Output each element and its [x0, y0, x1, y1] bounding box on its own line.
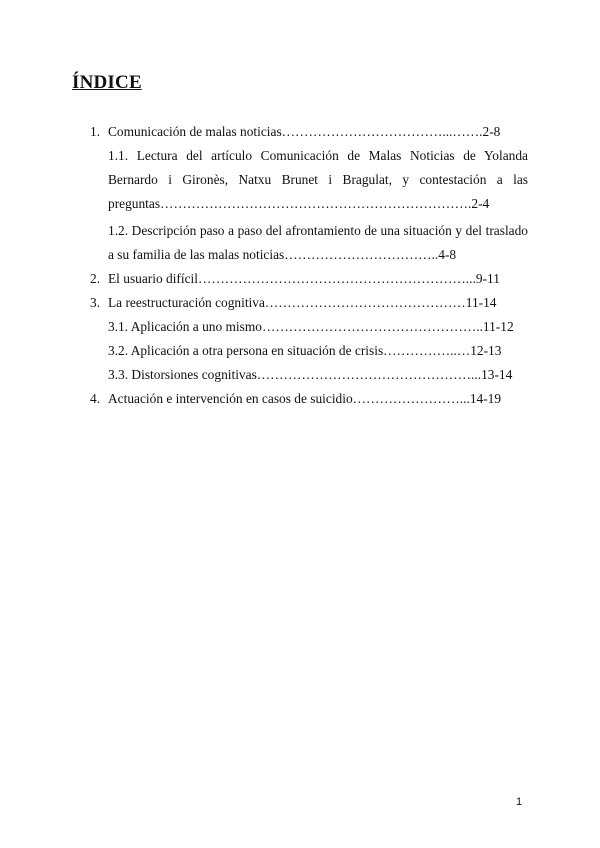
toc-item-text: 1.2. Descripción paso a paso del afrontamiento de una situación y del traslado a su familia de las malas noticias……………………………..4-8	[108, 223, 528, 262]
toc-item-number: 4.	[90, 391, 101, 406]
page-number: 1	[516, 796, 523, 808]
table-of-contents	[90, 120, 528, 411]
toc-item-2	[90, 267, 528, 291]
toc-item-number: 1.	[90, 124, 101, 139]
toc-item-3-2	[108, 339, 528, 363]
toc-item-number: 3.	[90, 295, 101, 310]
toc-item-1-1	[108, 144, 528, 216]
toc-item-text: 3.2. Aplicación a otra persona en situación de crisis……………..…12-13	[108, 343, 502, 358]
toc-item-text: 3.3. Distorsiones cognitivas…………………………………………...13-14	[108, 367, 513, 382]
toc-item-number: 2.	[90, 271, 101, 286]
toc-item-4	[90, 387, 528, 411]
toc-item-3	[90, 291, 528, 315]
toc-item-text: La reestructuración cognitiva………………………………………11-14	[108, 295, 497, 310]
toc-item-text: El usuario difícil……………………………………………………...9-11	[108, 271, 500, 286]
toc-item-text: 3.1. Aplicación a uno mismo…………………………………………..11-12	[108, 319, 514, 334]
toc-item-1	[90, 120, 528, 144]
toc-item-3-1	[108, 315, 528, 339]
toc-item-1-2	[108, 219, 528, 267]
toc-item-text: 1.1. Lectura del artículo Comunicación de Malas Noticias de Yolanda Bernardo i Gironès, Natxu Brunet i Bragulat, y contestación a las preguntas…………………………………………………………….2-4	[108, 148, 528, 211]
page-title: ÍNDICE	[72, 72, 142, 93]
toc-item-text: Actuación e intervención en casos de suicidio……………………...14-19	[108, 391, 502, 406]
toc-item-text: Comunicación de malas noticias………………………………...…….2-8	[108, 124, 501, 139]
toc-item-3-3	[108, 363, 528, 387]
